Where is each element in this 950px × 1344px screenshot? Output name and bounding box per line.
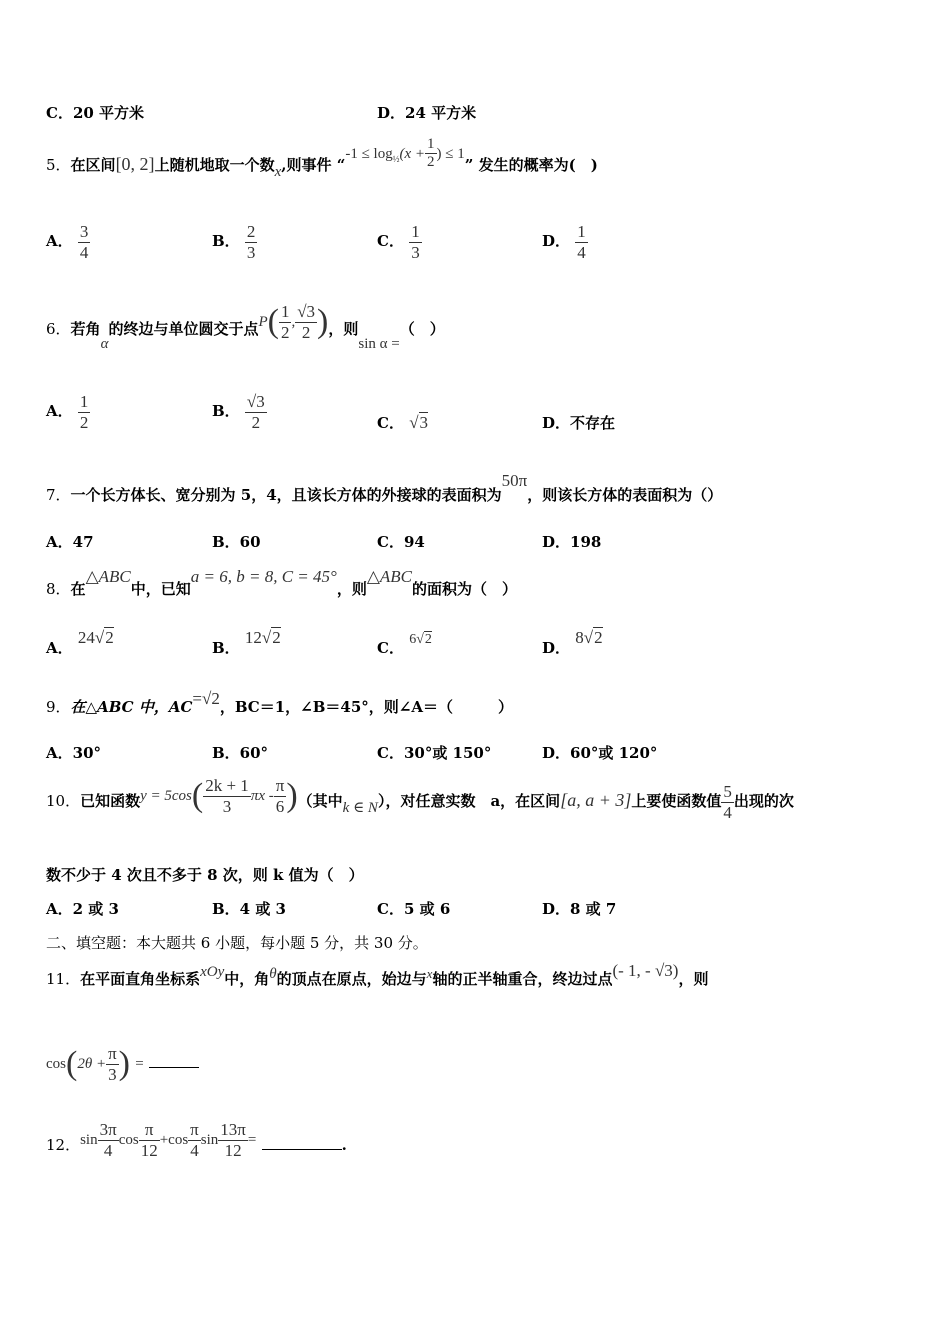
q7-area: 50π <box>501 471 528 490</box>
q7-option-c: C．94 <box>377 533 425 551</box>
answer-blank-12[interactable] <box>262 1149 342 1150</box>
q5-option-d: D． $\frac{1}{4}$ <box>542 222 586 262</box>
q6-option-a: A． $\frac{1}{2}$ <box>46 392 89 432</box>
q7-option-d: D．198 <box>542 533 602 551</box>
q5-number: 5． <box>46 155 71 174</box>
q10-option-c: C．5 或 6 <box>377 900 451 918</box>
q7-option-a: A．47 <box>46 533 94 551</box>
q6-option-d: D．不存在 <box>542 414 616 432</box>
q4-option-c: C．20 平方米 <box>46 104 145 122</box>
q10-option-b: B．4 或 3 <box>212 900 286 918</box>
question-10: 10．已知函数y = 5cos( $\frac{2k + 1}{3}$ πx - $\frac{\pi}{6}$ )（其中k ∈ N），对任意实数 a，在区间[a, a + 3]上要使函数值 $\frac{5}{4}$ 出现的次 <box>46 776 794 822</box>
q8-option-c: C． 6√2 <box>377 632 432 657</box>
question-11-expression: cos(2θ + $\frac{\pi}{3}$ ) = <box>46 1044 199 1084</box>
q6-option-c: C． √3 <box>377 413 429 432</box>
question-8: 8．在△ABC中，已知a = 6, b = 8, C = 45°，则△ABC的面积为（ ） <box>46 567 518 598</box>
question-6: 6．若角α的终边与单位圆交于点P( $\frac{1}{2}$ , $\frac{√3}{2}$ )，则sin α =（ ） <box>46 302 445 353</box>
question-5: 5．在区间[0, 2]上随机地取一个数x,则事件 “$-1 \le \log_{\frac{1}{2}}(x$ + $\frac{1}{2}$ ) ≤ 1” 发生的概率为( ) <box>46 136 598 180</box>
q5-option-b: B． $\frac{2}{3}$ <box>212 222 256 262</box>
q10-function: y = 5cos( $\frac{2k + 1}{3}$ πx - $\frac{\pi}{6}$ ) <box>140 776 298 816</box>
q10-option-d: D．8 或 7 <box>542 900 617 918</box>
question-12: 12．sin $\frac{3\pi}{4}$ cos $\frac{\pi}{12}$ +cos $\frac{\pi}{4}$ sin $\frac{13\pi}{12}$ = . <box>46 1120 347 1160</box>
q10-option-a: A．2 或 3 <box>46 900 119 918</box>
q5-option-a: A． $\frac{3}{4}$ <box>46 222 89 262</box>
q5-option-c: C． $\frac{1}{3}$ <box>377 222 420 262</box>
q9-option-b: B．60° <box>212 744 269 762</box>
answer-blank-11[interactable] <box>149 1067 199 1068</box>
q8-option-a: A． 24√2 <box>46 628 114 657</box>
question-9: 9．在△ABC 中，AC=√2，BC＝1，∠B＝45°，则∠A＝（ ） <box>46 689 514 716</box>
q7-option-b: B．60 <box>212 533 261 551</box>
q9-option-a: A．30° <box>46 744 102 762</box>
question-7: 7．一个长方体长、宽分别为 5，4，且该长方体的外接球的表面积为50π，则该长方体的表面积为（） <box>46 471 723 504</box>
q8-given: a = 6, b = 8, C = 45° <box>190 567 337 586</box>
section-heading: 二、填空题：本大题共 6 小题，每小题 5 分，共 30 分。 <box>46 934 428 952</box>
q6-option-b: B． $\frac{√3}{2}$ <box>212 392 265 432</box>
q5-interval: [0, 2] <box>115 153 155 174</box>
q4-option-d: D．24 平方米 <box>377 104 477 122</box>
q8-option-d: D． 8√2 <box>542 628 603 657</box>
q8-option-b: B． 12√2 <box>212 628 281 657</box>
question-10-line2: 数不少于 4 次且不多于 8 次，则 k 值为（ ） <box>46 866 364 884</box>
question-11: 11．在平面直角坐标系xOy中，角θ的顶点在原点，始边与x轴的正半轴重合，终边过点(- 1, - √3)，则 <box>46 961 709 988</box>
q12-expression: sin $\frac{3\pi}{4}$ cos $\frac{\pi}{12}$ +cos $\frac{\pi}{4}$ sin $\frac{13\pi}{12}$ = <box>80 1120 257 1160</box>
q5-event: $-1 \le \log_{\frac{1}{2}}(x$ + $\frac{1}{2}$ ) ≤ 1 <box>345 136 465 171</box>
q9-option-c: C．30°或 150° <box>377 744 492 762</box>
q6-point: P( $\frac{1}{2}$ , $\frac{√3}{2}$ ) <box>258 302 329 342</box>
q9-option-d: D．60°或 120° <box>542 744 658 762</box>
